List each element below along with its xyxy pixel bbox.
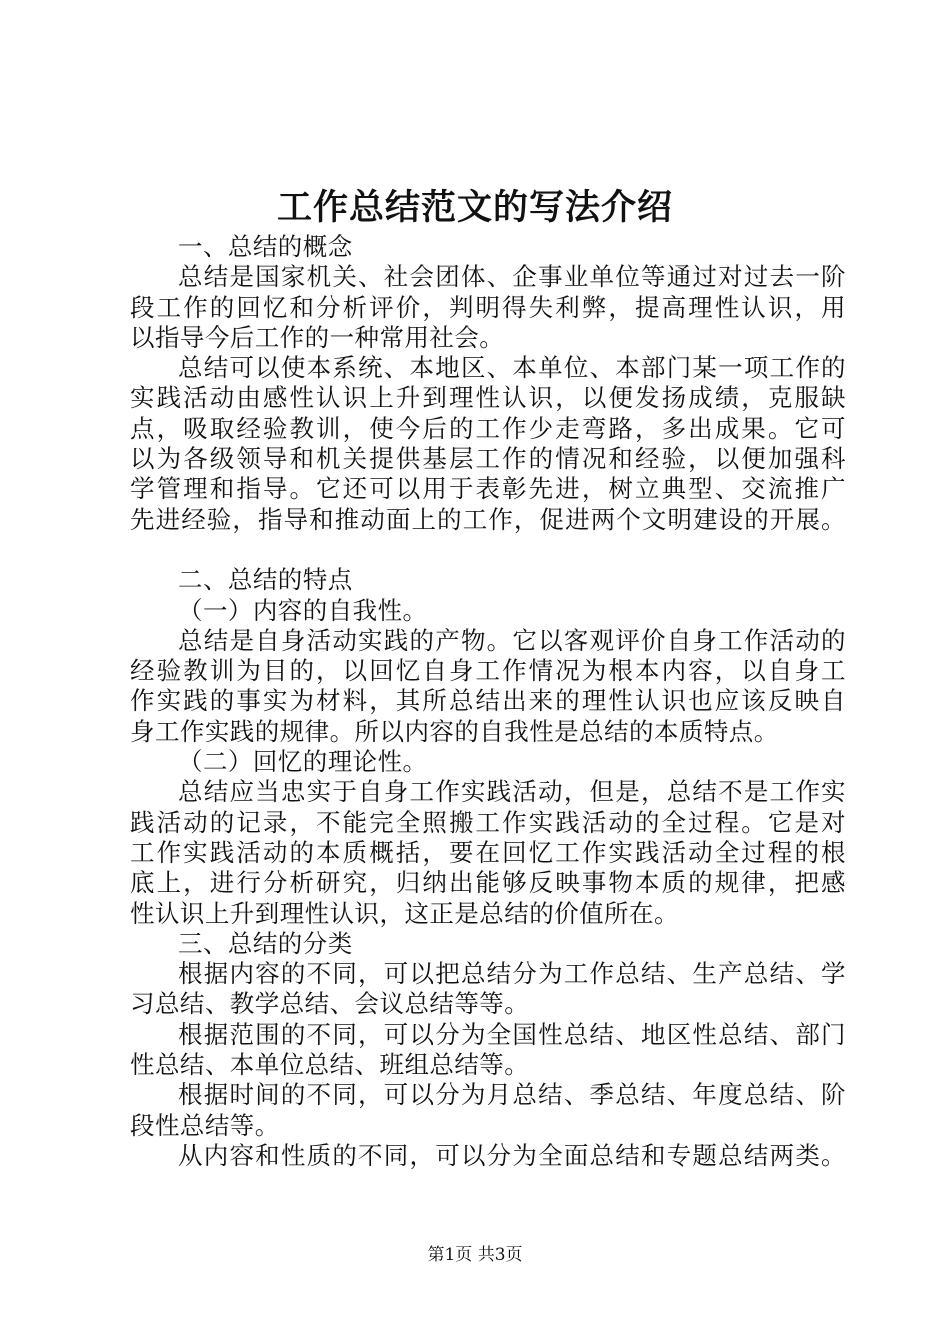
text-line: 以为各级领导和机关提供基层工作的情况和经验，以便加强科: [130, 444, 846, 474]
document-title: 工作总结范文的写法介绍: [276, 187, 673, 228]
text-line: 一、总结的概念: [178, 232, 353, 261]
text-line: 根据范围的不同，可以分为全国性总结、地区性总结、部门: [178, 1019, 846, 1049]
text-line: 从内容和性质的不同，可以分为全面总结和专题总结两类。: [178, 1140, 846, 1170]
text-line: 工作实践活动的本质概括，要在回忆工作实践活动全过程的根: [130, 837, 846, 867]
text-line: 三、总结的分类: [178, 928, 353, 958]
text-line: 身工作实践的规律。所以内容的自我性是总结的本质特点。: [130, 716, 779, 746]
text-line: 底上，进行分析研究，归纳出能够反映事物本质的规律，把感: [130, 868, 846, 898]
text-line: 性总结、本单位总结、班组总结等。: [130, 1050, 530, 1080]
text-line: 实践活动由感性认识上升到理性认识，以便发扬成绩，克服缺: [130, 383, 846, 413]
text-line: 段工作的回忆和分析评价，判明得失利弊，提高理性认识，用: [130, 292, 846, 322]
text-line: （二）回忆的理论性。: [178, 747, 428, 777]
text-line: 根据内容的不同，可以把总结分为工作总结、生产总结、学: [178, 959, 846, 989]
text-line: 总结是国家机关、社会团体、企事业单位等通过对过去一阶: [178, 262, 846, 292]
text-line: 学管理和指导。它还可以用于表彰先进，树立典型、交流推广: [130, 474, 846, 504]
text-line: 总结可以使本系统、本地区、本单位、本部门某一项工作的: [178, 353, 846, 383]
page-footer: 第1页 共3页: [427, 1245, 523, 1265]
text-line: 践活动的记录，不能完全照搬工作实践活动的全过程。它是对: [130, 807, 846, 837]
text-line: 根据时间的不同，可以分为月总结、季总结、年度总结、阶: [178, 1080, 846, 1110]
text-line: 习总结、教学总结、会议总结等等。: [130, 989, 530, 1019]
text-line: 段性总结等。: [130, 1110, 280, 1140]
text-line: 作实践的事实为材料，其所总结出来的理性认识也应该反映自: [130, 686, 846, 716]
blank-line: [130, 535, 846, 565]
text-line: 点，吸取经验教训，使今后的工作少走弯路，多出成果。它可: [130, 413, 846, 443]
text-line: 性认识上升到理性认识，这正是总结的价值所在。: [130, 898, 679, 928]
text-line: 以指导今后工作的一种常用社会。: [130, 322, 505, 352]
text-line: 总结应当忠实于自身工作实践活动，但是，总结不是工作实: [178, 777, 846, 807]
text-line: （一）内容的自我性。: [178, 595, 428, 625]
text-line: 总结是自身活动实践的产物。它以客观评价自身工作活动的: [178, 625, 846, 655]
text-line: 经验教训为目的，以回忆自身工作情况为根本内容，以自身工: [130, 656, 846, 686]
text-line: 先进经验，指导和推动面上的工作，促进两个文明建设的开展。: [130, 504, 846, 534]
text-line: 二、总结的特点: [178, 565, 353, 595]
document-body: [130, 232, 846, 1171]
